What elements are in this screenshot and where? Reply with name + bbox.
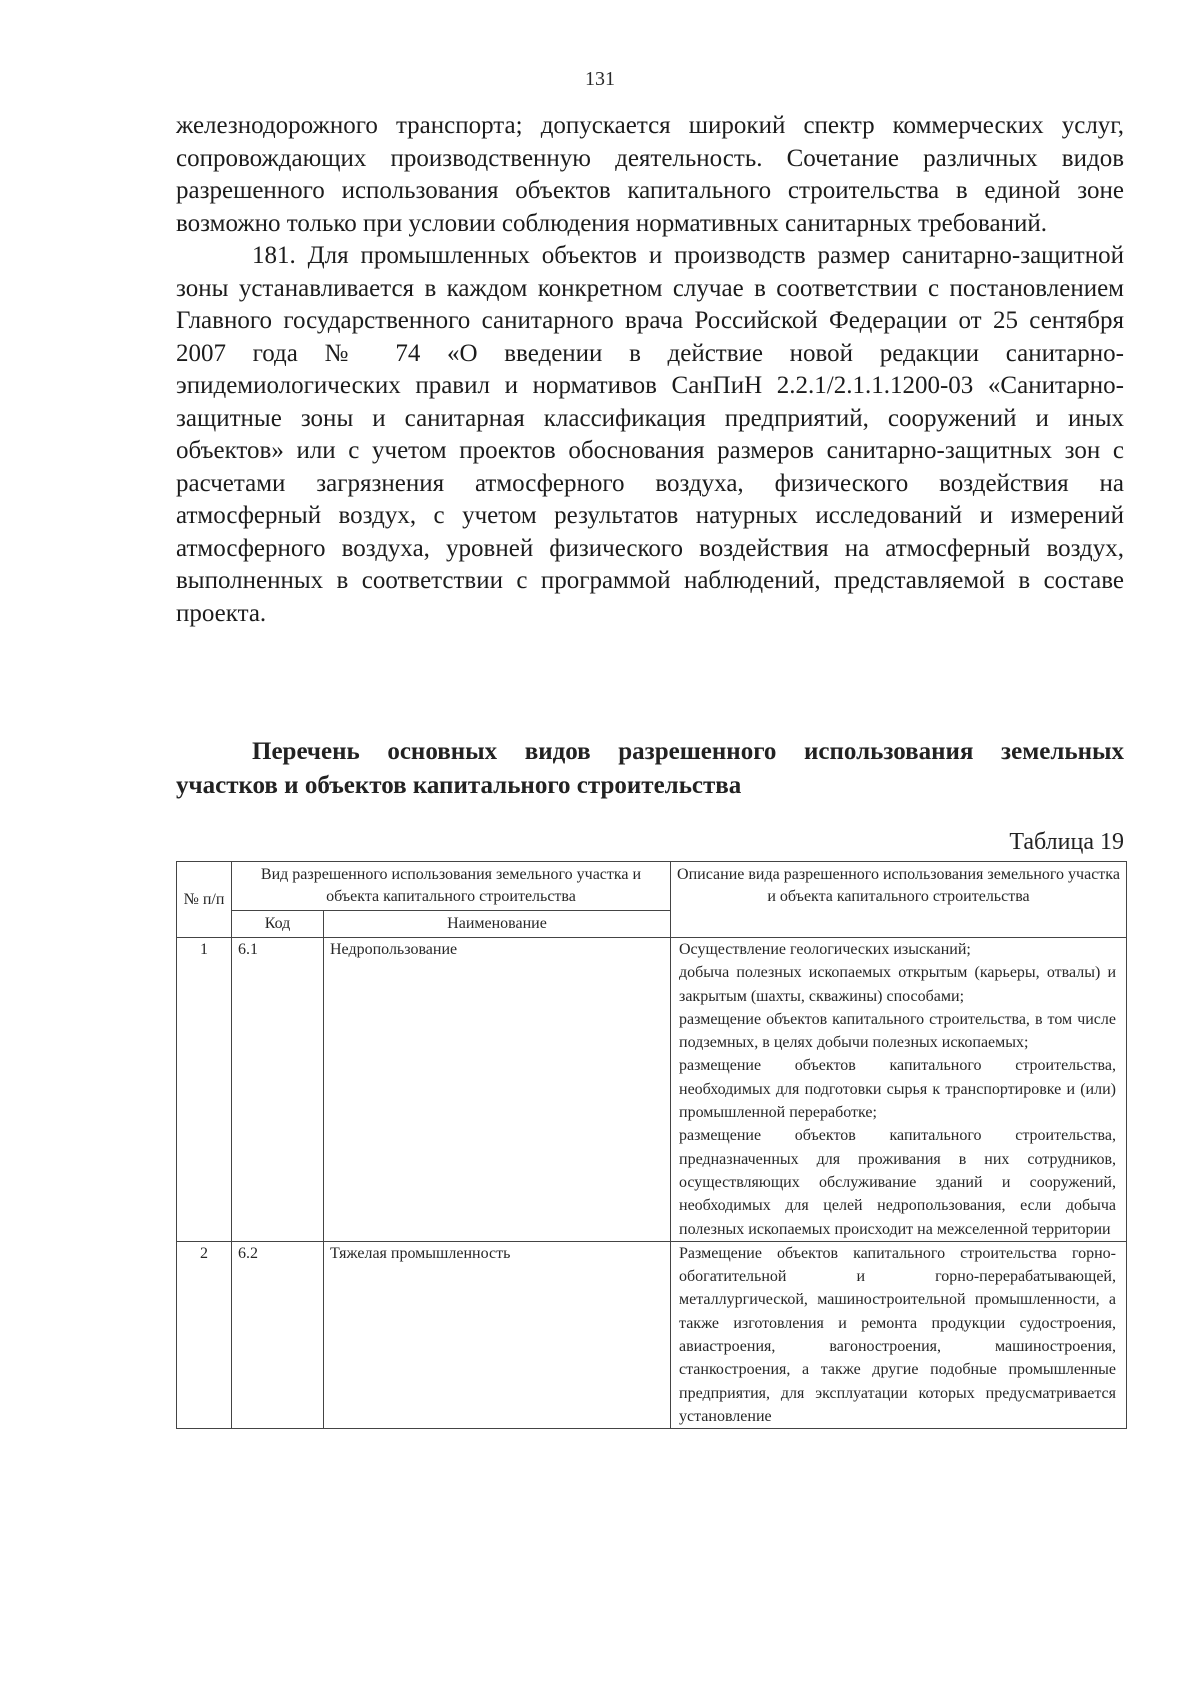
description-line: размещение объектов капитального строительства, предназначенных для проживания в них сотрудников, осуществляющих обслуживание зданий и сооружений, необходимых для целей недропользования, если добыча полезных ископаемых происходит на межселенной территории [679,1127,1116,1238]
header-description: Описание вида разрешенного использования земельного участка и объекта капитального строительства [671,862,1127,938]
row-name: Тяжелая промышленность [324,1241,671,1428]
header-name: Наименование [324,911,671,938]
header-code: Код [232,911,324,938]
description-line: размещение объектов капитального строительства, необходимых для подготовки сырья к транспортировке и (или) промышленной переработке; [679,1057,1116,1122]
row-description [671,938,1127,1242]
row-code: 6.2 [232,1241,324,1428]
description-line: размещение объектов капитального строительства, в том числе подземных, в целях добычи полезных ископаемых; [679,1010,1116,1052]
row-name: Недропользование [324,938,671,1242]
paragraph-181: 181. Для промышленных объектов и производств размер санитарно-защитной зоны устанавливается в каждом конкретном случае в соответствии с постановлением Главного государственного санитарного врача Российской Федерации от 25 сентября 2007 года № 74 «О введении в действие новой редакции санитарно-эпидемиологических правил и нормативов СанПиН 2.2.1/2.1.1.1200-03 «Санитарно-защитные зоны и санитарная классификация предприятий, сооружений и иных объектов» или с учетом проектов обоснования размеров санитарно-защитных зон с расчетами загрязнения атмосферного воздуха, физического воздействия на атмосферный воздух, с учетом результатов натурных исследований и измерений атмосферного воздуха, уровней физического воздействия на атмосферный воздух, выполненных в соответствии с программой наблюдений, представляемой в составе проекта. [176,242,1124,627]
row-num: 2 [177,1241,232,1428]
section-heading: Перечень основных видов разрешенного использования земельных участков и объектов капитального строительства [176,738,1124,799]
table-row [177,1241,1127,1428]
row-description [671,1241,1127,1428]
description-line: Осуществление геологических изысканий; [679,941,971,958]
header-num: № п/п [177,862,232,938]
table-header-row [177,862,1127,911]
body-text [176,110,1124,630]
table-caption: Таблица 19 [1009,829,1124,855]
paragraph-1: железнодорожного транспорта; допускается широкий спектр коммерческих услуг, сопровождающих производственную деятельность. Сочетание различных видов разрешенного использования объектов капитального строительства в единой зоне возможно только при условии соблюдения нормативных санитарных требований. [176,112,1124,237]
page-number: 131 [585,68,615,90]
table-row [177,938,1127,1242]
description-line: Размещение объектов капитального строительства горно-обогатительной и горно-перерабатывающей, металлургической, машиностроительной промышленности, а также изготовления и ремонта продукции судостроения, авиастроения, вагоностроения, машиностроения, станкостроения, а также другие подобные промышленные предприятия, для эксплуатации которых предусматривается установление [679,1244,1116,1425]
header-group: Вид разрешенного использования земельного участка и объекта капитального строительства [232,862,671,911]
row-code: 6.1 [232,938,324,1242]
description-line: добыча полезных ископаемых открытым (карьеры, отвалы) и закрытым (шахты, скважины) способами; [679,964,1116,1005]
row-num: 1 [177,938,232,1242]
land-use-table [176,861,1127,1429]
